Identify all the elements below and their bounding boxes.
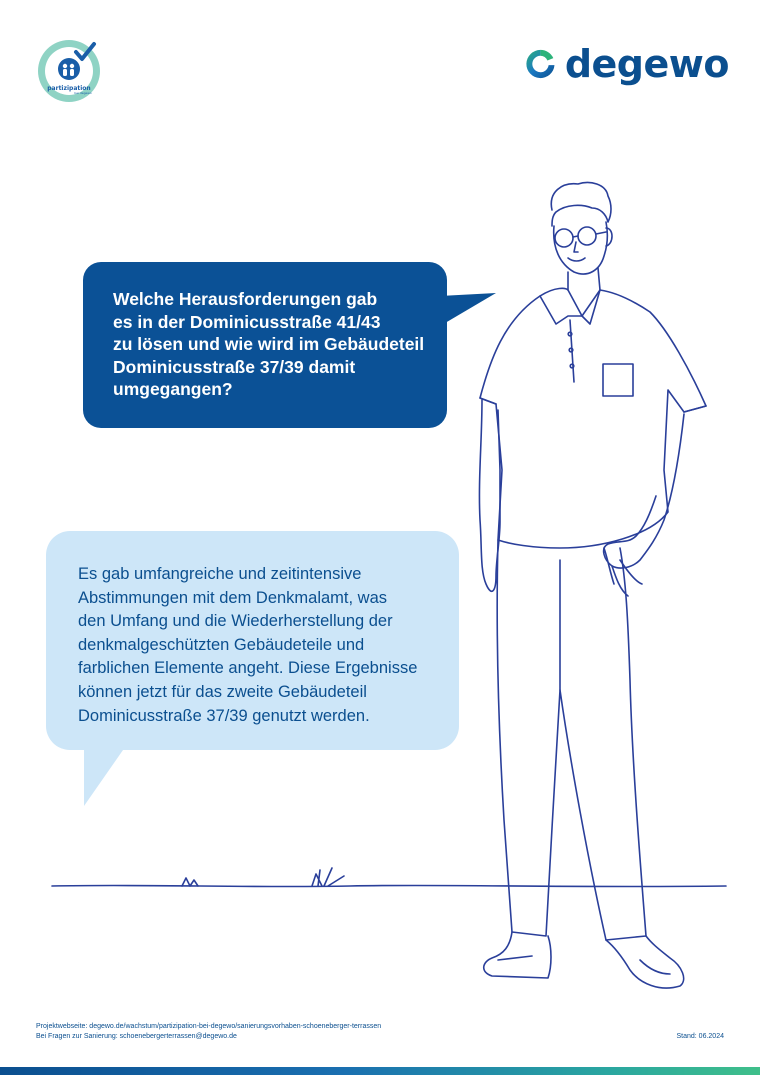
footer-project-website[interactable]: Projektwebseite: degewo.de/wachstum/partizipation-bei-degewo/sanierungsvorhaben-schoeneberger-terrassen <box>36 1023 382 1030</box>
answer-line-2: Abstimmungen mit dem Denkmalamt, was <box>78 588 388 607</box>
question-line-4: Dominicusstraße 37/39 damit <box>113 356 356 377</box>
question-bubble-tail <box>440 293 496 326</box>
grass-tuft-left <box>182 878 198 886</box>
question-line-1: Welche Herausforderungen gab <box>113 289 378 309</box>
badge-label: partizipation <box>47 85 91 92</box>
footer-contact-email[interactable]: Bei Fragen zur Sanierung: schoenebergerterrassen@degewo.de <box>36 1033 237 1040</box>
footer-date: Stand: 06.2024 <box>676 1033 724 1040</box>
answer-line-6: können jetzt für das zweite Gebäudeteil <box>78 682 367 701</box>
man-shirt <box>480 288 706 548</box>
answer-line-5: farblichen Elemente angeht. Diese Ergebnisse <box>78 659 418 678</box>
logo-wordmark: degewo <box>564 42 729 86</box>
ground-line <box>52 885 726 886</box>
badge-sublabel: bei degewo <box>74 91 92 95</box>
question-line-3: zu lösen und wie wird im Gebäudeteil <box>113 334 425 354</box>
question-line-5: umgegangen? <box>113 379 233 399</box>
answer-line-3: den Umfang und die Wiederherstellung der <box>78 612 393 631</box>
man-hair <box>551 183 611 227</box>
bottom-gradient-bar <box>0 1067 760 1075</box>
question-bubble <box>83 262 447 428</box>
answer-bubble <box>46 531 459 750</box>
man-shoe-right <box>606 936 684 988</box>
answer-line-4: denkmalgeschützten Gebäudeteile und <box>78 635 365 654</box>
man-trousers <box>497 540 646 940</box>
question-line-2: es in der Dominicusstraße 41/43 <box>113 311 381 332</box>
grass-tuft-right <box>312 868 344 886</box>
footer-info <box>36 1022 381 1042</box>
answer-line-1: Es gab umfangreiche und zeitintensive <box>78 565 362 583</box>
man-shoe-left <box>484 932 551 978</box>
answer-line-7: Dominicusstraße 37/39 genutzt werden. <box>78 706 370 725</box>
